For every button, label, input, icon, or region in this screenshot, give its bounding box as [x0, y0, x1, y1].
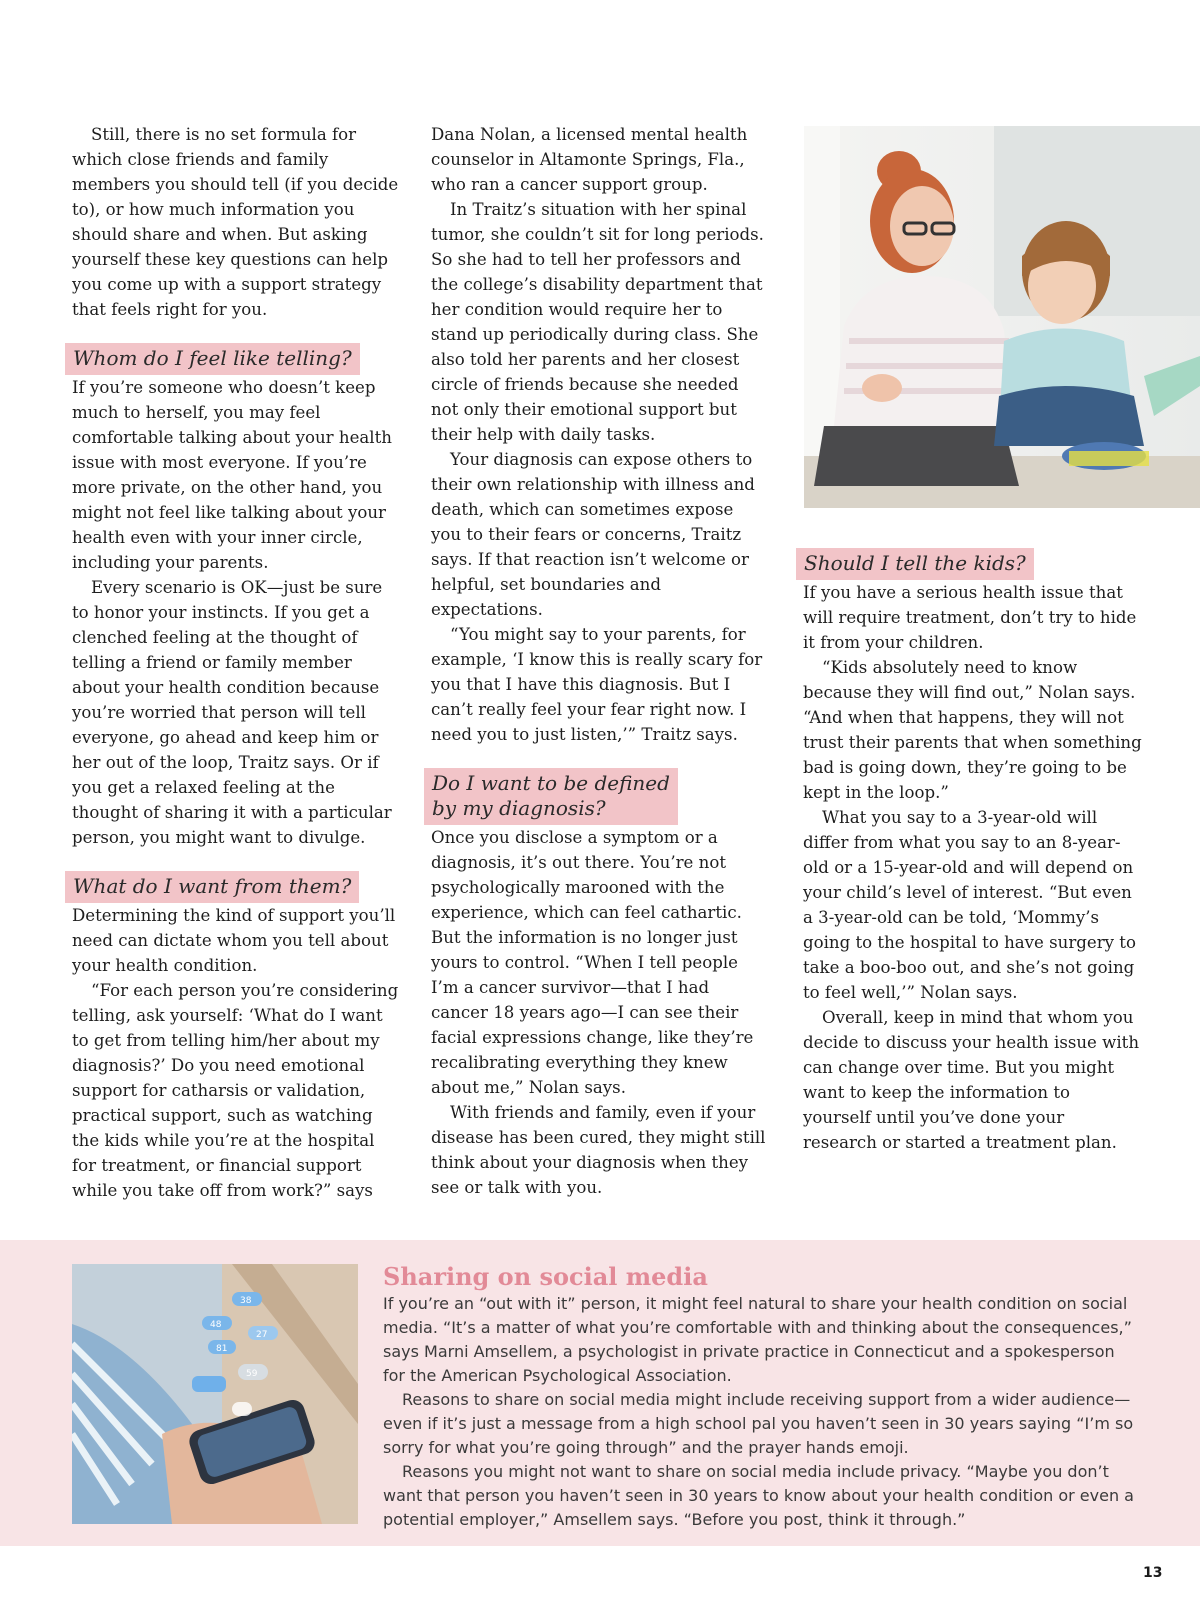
intro-paragraph: Still, there is no set formula for which close friends and family members you should tell (if you decide to), or how much information you should share and when. But asking yourself these key questions can help you come up with a support strategy that feels right for you.: [72, 125, 399, 319]
heading-whom-to-tell: Whom do I feel like telling?: [65, 343, 360, 375]
heading-what-do-i-want: What do I want from them?: [65, 871, 359, 903]
paragraph: Every scenario is OK—just be sure to honor your instincts. If you get a clenched feeling at the thought of telling a friend or family member about your health condition because you’re worried that person will tell everyone, go ahead and keep him or her out of the loop, Traitz says. Or if you get a relaxed feeling at the thought of sharing it with a particular person, you might want to divulge.: [72, 578, 392, 847]
paragraph: “You might say to your parents, for example, ‘I know this is really scary for you that I have this diagnosis. But I can’t really feel your fear right now. I need you to just listen,’” Traitz says.: [431, 625, 763, 744]
paragraph: If you have a serious health issue that will require treatment, don’t try to hide it from your children.: [803, 583, 1137, 652]
sidebar-text: [383, 1262, 1135, 1532]
paragraph: Determining the kind of support you’ll need can dictate whom you tell about your health condition.: [72, 906, 396, 975]
photo-mother-and-child: [804, 126, 1200, 508]
paragraph: Dana Nolan, a licensed mental health counselor in Altamonte Springs, Fla., who ran a cancer support group.: [431, 125, 748, 194]
sidebar-paragraph: If you’re an “out with it” person, it might feel natural to share your health condition on social media. “It’s a matter of what you’re comfortable with and thinking about the consequences,” says Marni Amsellem, a psychologist in private practice in Connecticut and a spokesperson for the American Psychological Association.: [383, 1294, 1132, 1385]
heading-line: Do I want to be defined: [432, 771, 670, 795]
article-column-1: [72, 122, 402, 1203]
sidebar-paragraph: Reasons you might not want to share on social media include privacy. “Maybe you don’t want that person you haven’t seen in 30 years to know about your health condition or even a potential employer,” Amsellem says. “Before you post, think it through.”: [383, 1462, 1134, 1529]
heading-defined-by-diagnosis: [424, 768, 678, 825]
paragraph: What you say to a 3-year-old will differ from what you say to an 8-year-old or a 15-year-old and will depend on your child’s level of interest. “But even a 3-year-old can be told, ‘Mommy’s going to the hospital to have surgery to take a boo-boo out, and she’s not going to feel well,’” Nolan says.: [803, 808, 1136, 1002]
heading-tell-the-kids: Should I tell the kids?: [796, 548, 1034, 580]
notification-count: 27: [256, 1330, 268, 1340]
paragraph: Your diagnosis can expose others to their own relationship with illness and death, which can sometimes expose you to their fears or concerns, Traitz says. If that reaction isn’t welcome or helpful, set boundaries and expectations.: [431, 450, 755, 619]
article-column-2: [431, 122, 766, 1200]
paragraph: Once you disclose a symptom or a diagnosis, it’s out there. You’re not psychologically marooned with the experience, which can feel cathartic. But the information is no longer just yours to control. “When I tell people I’m a cancer survivor—that I had cancer 18 years ago—I can see their facial expressions change, like they’re recalibrating everything they knew about me,” Nolan says.: [431, 828, 754, 1097]
photo-phone-notifications: [72, 1264, 358, 1524]
notification-count: 59: [246, 1369, 258, 1379]
paragraph: If you’re someone who doesn’t keep much to herself, you may feel comfortable talking about your health issue with most everyone. If you’re more private, on the other hand, you might not feel like talking about your health even with your inner circle, including your parents.: [72, 378, 392, 572]
article-column-3: [803, 548, 1143, 1155]
notification-count: 38: [240, 1296, 252, 1306]
paragraph: With friends and family, even if your disease has been cured, they might still think about your diagnosis when they see or talk with you.: [431, 1103, 766, 1197]
page-number: 13: [1143, 1565, 1163, 1581]
notification-count: 81: [216, 1344, 228, 1354]
paragraph: “For each person you’re considering telling, ask yourself: ‘What do I want to get from telling him/her about my diagnosis?’ Do you need emotional support for catharsis or validation, practical support, such as watching the kids while you’re at the hospital for treatment, or financial support while you take off from work?” says: [72, 981, 399, 1200]
photo-illustration: [804, 126, 1200, 508]
sidebar-paragraph: Reasons to share on social media might include receiving support from a wider audience—even if it’s just a message from a high school pal you haven’t seen in 30 years saying “I’m so sorry for what you’re going through” and the prayer hands emoji.: [383, 1390, 1134, 1457]
sidebar-social-media: [0, 1240, 1200, 1546]
paragraph: “Kids absolutely need to know because they will find out,” Nolan says. “And when that happens, they will not trust their parents that when something bad is going down, they’re going to be kept in the loop.”: [803, 658, 1142, 802]
notification-count: 48: [210, 1320, 222, 1330]
sidebar-title: Sharing on social media: [383, 1262, 708, 1291]
heading-line: by my diagnosis?: [432, 796, 606, 820]
paragraph: Overall, keep in mind that whom you decide to discuss your health issue with can change over time. But you might want to keep the information to yourself until you’ve done your research or started a treatment plan.: [803, 1008, 1140, 1152]
photo-illustration: [72, 1264, 358, 1524]
paragraph: In Traitz’s situation with her spinal tumor, she couldn’t sit for long periods. So she had to tell her professors and the college’s disability department that her condition would require her to stand up periodically during class. She also told her parents and her closest circle of friends because she needed not only their emotional support but their help with daily tasks.: [431, 200, 764, 444]
